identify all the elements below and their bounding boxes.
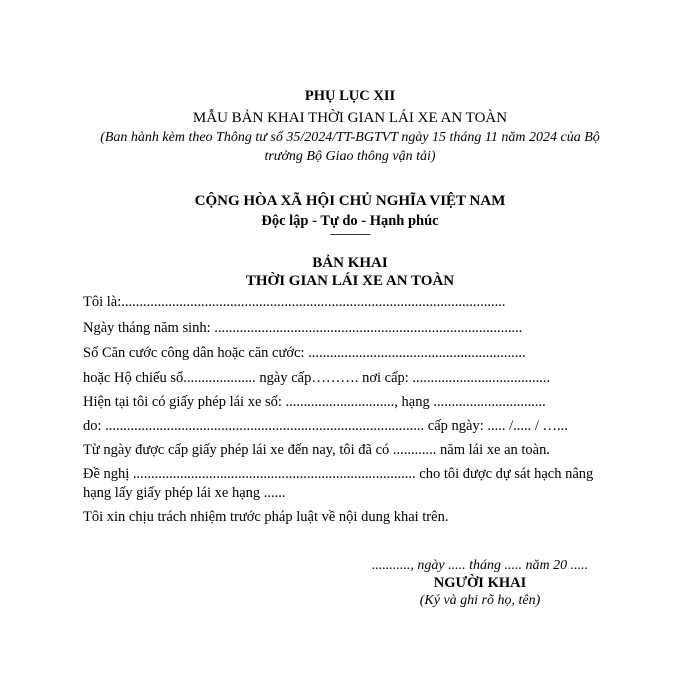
field-license-number: Hiện tại tôi có giấy phép lái xe số: .............................., hạng ............................... [83,394,546,410]
declaration-statement: Tôi xin chịu trách nhiệm trước pháp luật về nội dung khai trên. [83,509,449,525]
field-issued-by: do: ........................................................................................ cấp ngày: ..... /..... / …... [83,418,568,434]
field-passport: hoặc Hộ chiếu số.................... ngày cấp………. nơi cấp: ...................................... [83,370,551,386]
field-id-number: Số Căn cước công dân hoặc căn cước: ............................................................ [83,345,526,361]
document-title-line1: BẢN KHAI [312,255,388,271]
signature-place-date: ..........., ngày ..... tháng ..... năm 20 ..... [371,558,589,573]
national-motto: Độc lập - Tự do - Hạnh phúc [261,213,439,229]
issued-note-line1: (Ban hành kèm theo Thông tư số 35/2024/TT-BGTVT ngày 15 tháng 11 năm 2024 của Bộ [100,130,600,145]
document-title-line2: THỜI GIAN LÁI XE AN TOÀN [245,273,455,289]
field-full-name: Tôi là:.......................................................................................................... [83,294,506,310]
field-request-class: hạng lấy giấy phép lái xe hạng ...... [83,485,286,501]
country-name: CỘNG HÒA XÃ HỘI CHỦ NGHĨA VIỆT NAM [194,193,506,209]
issued-note-line2: trưởng Bộ Giao thông vận tải) [264,149,436,164]
field-safe-driving-years: Từ ngày được cấp giấy phép lái xe đến nay, tôi đã có ............ năm lái xe an toàn. [83,442,550,458]
field-request: Đề nghị .............................................................................. cho tôi được dự sát hạch nâng [83,466,594,482]
appendix-title: PHỤ LỤC XII [304,88,396,104]
signer-title: NGƯỜI KHAI [433,575,527,591]
signature-note: (Ký và ghi rõ họ, tên) [419,593,541,608]
header-divider: --------------- [330,228,370,240]
field-date-of-birth: Ngày tháng năm sinh: ..................................................................................... [83,320,523,336]
form-name: MẪU BẢN KHAI THỜI GIAN LÁI XE AN TOÀN [192,110,508,126]
